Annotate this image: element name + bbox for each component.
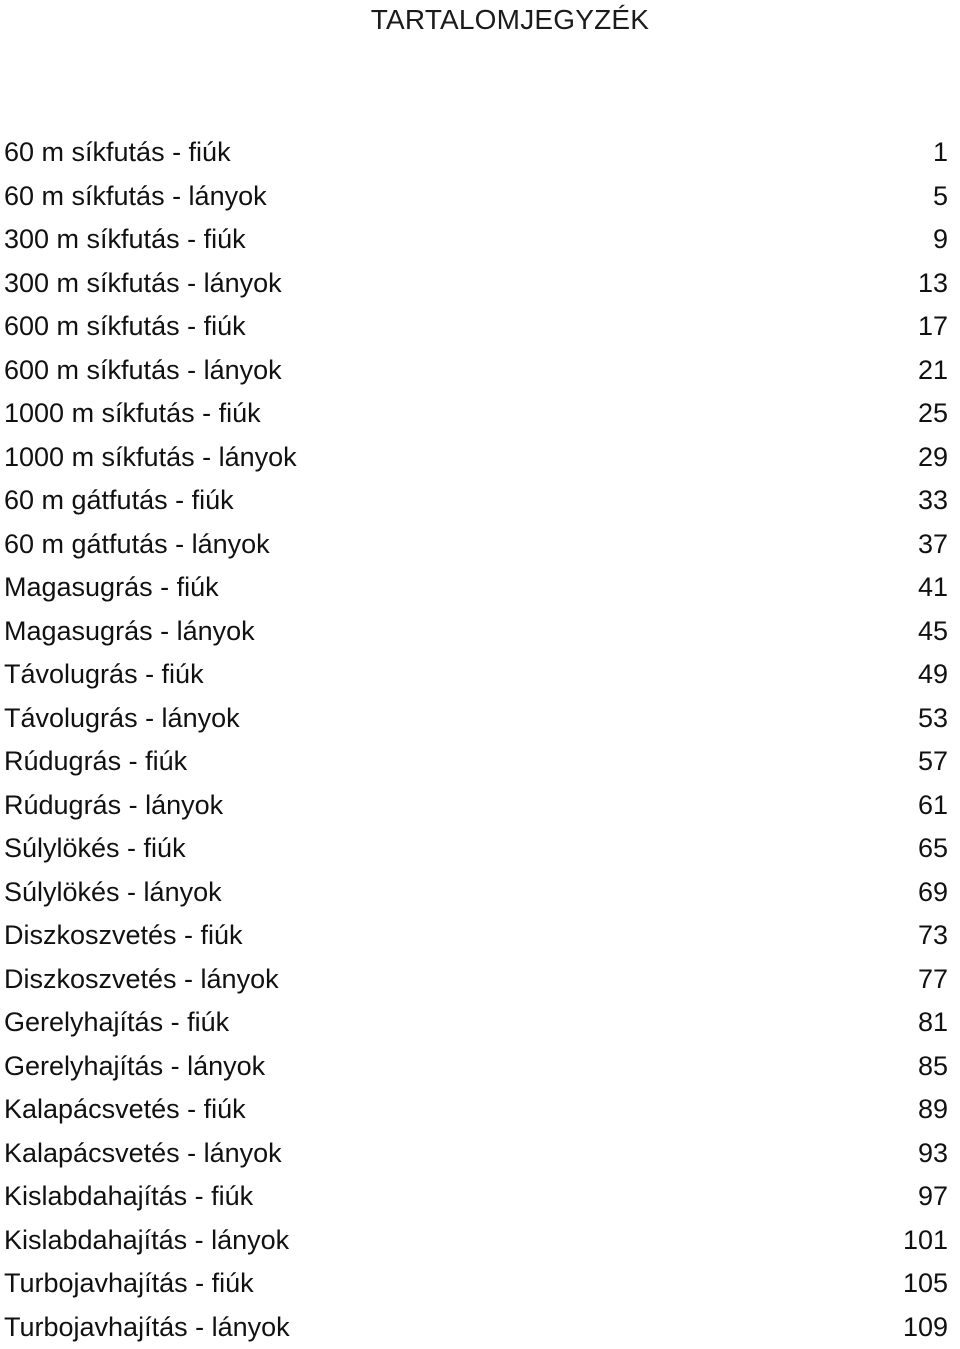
toc-entry[interactable] xyxy=(4,218,956,262)
toc-entry-page: 45 xyxy=(918,610,948,654)
toc-entry[interactable] xyxy=(4,436,956,480)
toc-entry-page: 69 xyxy=(918,871,948,915)
toc-entry-label: 600 m síkfutás - fiúk xyxy=(4,305,246,349)
toc-entry-page: 37 xyxy=(918,523,948,567)
toc-entry[interactable] xyxy=(4,914,956,958)
toc-entry[interactable] xyxy=(4,958,956,1002)
toc-entry[interactable] xyxy=(4,1175,956,1219)
toc-entry-label: Turbojavhajítás - fiúk xyxy=(4,1262,254,1306)
toc-entry[interactable] xyxy=(4,1219,956,1263)
toc-entry-page: 5 xyxy=(933,175,948,219)
toc-entry-label: Kislabdahajítás - fiúk xyxy=(4,1175,253,1219)
toc-entry-label: Diszkoszvetés - lányok xyxy=(4,958,279,1002)
toc-entry[interactable] xyxy=(4,1001,956,1045)
toc-entry[interactable] xyxy=(4,175,956,219)
toc-entry-page: 109 xyxy=(903,1306,948,1349)
toc-entry[interactable] xyxy=(4,1045,956,1089)
toc-entry-page: 17 xyxy=(918,305,948,349)
toc-entry[interactable] xyxy=(4,653,956,697)
toc-entry[interactable] xyxy=(4,871,956,915)
toc-entry-page: 73 xyxy=(918,914,948,958)
toc-entry-label: 1000 m síkfutás - fiúk xyxy=(4,392,261,436)
toc-entry-label: Gerelyhajítás - lányok xyxy=(4,1045,265,1089)
toc-entry-page: 101 xyxy=(903,1219,948,1263)
toc-entry-page: 29 xyxy=(918,436,948,480)
toc-entry-page: 33 xyxy=(918,479,948,523)
page-title: TARTALOMJEGYZÉK xyxy=(0,2,960,38)
toc-entry[interactable] xyxy=(4,1306,956,1349)
toc-entry-label: Kalapácsvetés - fiúk xyxy=(4,1088,246,1132)
toc-entry-label: Kislabdahajítás - lányok xyxy=(4,1219,289,1263)
toc-entry-label: 600 m síkfutás - lányok xyxy=(4,349,282,393)
toc-entry-page: 9 xyxy=(933,218,948,262)
toc-entry-page: 41 xyxy=(918,566,948,610)
toc-entry-label: Rúdugrás - fiúk xyxy=(4,740,187,784)
toc-entry[interactable] xyxy=(4,479,956,523)
toc-entry[interactable] xyxy=(4,523,956,567)
toc-entry-page: 25 xyxy=(918,392,948,436)
toc-entry[interactable] xyxy=(4,1088,956,1132)
toc-entry-page: 57 xyxy=(918,740,948,784)
toc-entry-label: Gerelyhajítás - fiúk xyxy=(4,1001,229,1045)
toc-entry[interactable] xyxy=(4,392,956,436)
toc-entry[interactable] xyxy=(4,131,956,175)
toc-entry-label: 60 m gátfutás - lányok xyxy=(4,523,270,567)
toc-entry[interactable] xyxy=(4,1262,956,1306)
toc-entry-label: Távolugrás - lányok xyxy=(4,697,240,741)
toc-entry-label: 300 m síkfutás - lányok xyxy=(4,262,282,306)
toc-entry-page: 53 xyxy=(918,697,948,741)
toc-entry[interactable] xyxy=(4,610,956,654)
toc-entry-label: Kalapácsvetés - lányok xyxy=(4,1132,282,1176)
toc-entry-label: 60 m gátfutás - fiúk xyxy=(4,479,234,523)
toc-entry-page: 89 xyxy=(918,1088,948,1132)
toc-entry-page: 13 xyxy=(918,262,948,306)
toc-entry[interactable] xyxy=(4,262,956,306)
toc-entry[interactable] xyxy=(4,1132,956,1176)
toc-entry-page: 93 xyxy=(918,1132,948,1176)
toc-entry[interactable] xyxy=(4,349,956,393)
toc-entry-page: 61 xyxy=(918,784,948,828)
toc-entry[interactable] xyxy=(4,566,956,610)
toc-entry-page: 105 xyxy=(903,1262,948,1306)
toc-entry[interactable] xyxy=(4,697,956,741)
toc-entry-label: Súlylökés - lányok xyxy=(4,871,222,915)
toc-entry-label: 300 m síkfutás - fiúk xyxy=(4,218,246,262)
toc-entry[interactable] xyxy=(4,827,956,871)
toc-entry-label: Diszkoszvetés - fiúk xyxy=(4,914,243,958)
toc-entry-page: 77 xyxy=(918,958,948,1002)
toc-entry-page: 85 xyxy=(918,1045,948,1089)
toc-entry-page: 97 xyxy=(918,1175,948,1219)
toc-entry-label: Távolugrás - fiúk xyxy=(4,653,204,697)
toc-entry-label: Magasugrás - fiúk xyxy=(4,566,219,610)
toc-entry-label: Rúdugrás - lányok xyxy=(4,784,223,828)
toc-entry-page: 49 xyxy=(918,653,948,697)
toc-entry[interactable] xyxy=(4,305,956,349)
toc-entry-label: Magasugrás - lányok xyxy=(4,610,255,654)
toc-entry[interactable] xyxy=(4,740,956,784)
toc-entry-label: Turbojavhajítás - lányok xyxy=(4,1306,290,1349)
toc-entry-label: Súlylökés - fiúk xyxy=(4,827,186,871)
toc-entry-page: 65 xyxy=(918,827,948,871)
toc-entry[interactable] xyxy=(4,784,956,828)
toc-entry-label: 1000 m síkfutás - lányok xyxy=(4,436,297,480)
table-of-contents xyxy=(4,131,956,1349)
toc-entry-page: 81 xyxy=(918,1001,948,1045)
toc-entry-page: 21 xyxy=(918,349,948,393)
toc-entry-label: 60 m síkfutás - lányok xyxy=(4,175,267,219)
toc-entry-page: 1 xyxy=(933,131,948,175)
toc-entry-label: 60 m síkfutás - fiúk xyxy=(4,131,231,175)
